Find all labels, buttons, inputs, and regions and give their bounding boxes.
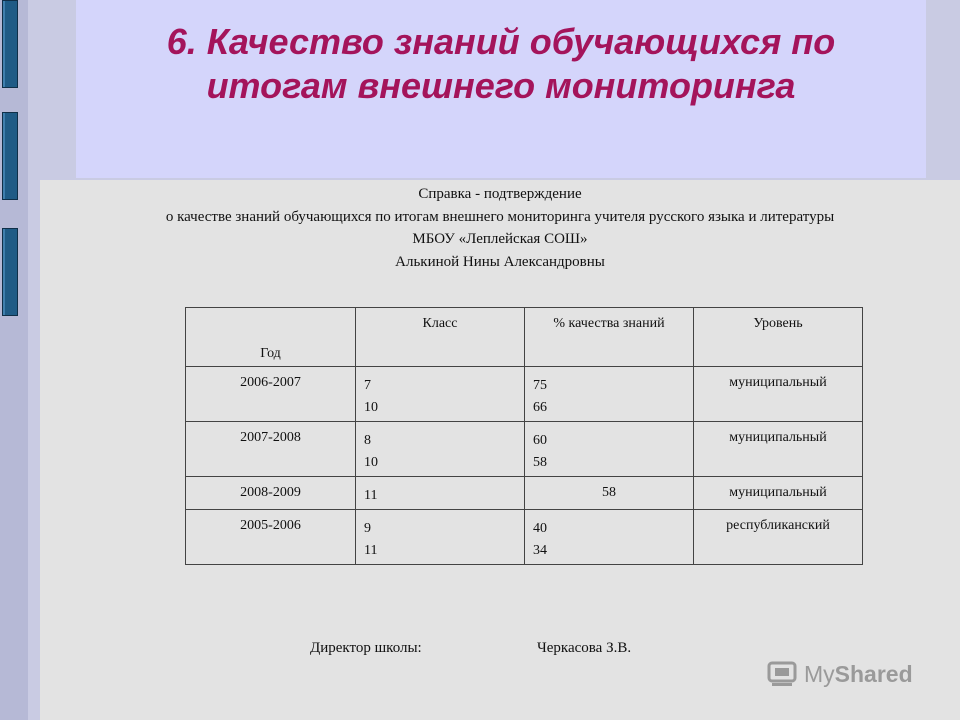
slide-title-line-1: 6. Качество знаний обучающихся по xyxy=(166,21,836,62)
cell-year: 2008-2009 xyxy=(186,477,356,510)
table-row xyxy=(186,422,863,477)
doc-heading-line: Алькиной Нины Александровны xyxy=(395,254,605,270)
cell-quality xyxy=(525,422,694,477)
cell-level: муниципальный xyxy=(694,422,863,477)
title-panel xyxy=(76,0,926,178)
cell-year: 2006-2007 xyxy=(186,367,356,422)
cell-class: 11 xyxy=(356,477,525,510)
cell-quality xyxy=(525,367,694,422)
header-year: Год xyxy=(186,308,356,367)
cell-level: муниципальный xyxy=(694,477,863,510)
doc-heading-line: о качестве знаний обучающихся по итогам внешнего мониторинга учителя русского языка и литературы xyxy=(165,209,835,225)
decor-bar-1 xyxy=(2,0,18,88)
quality-value: 60 xyxy=(533,433,547,448)
table-row xyxy=(186,510,863,565)
cell-year: 2007-2008 xyxy=(186,422,356,477)
wordmark-shared: Shared xyxy=(834,660,913,687)
cell-class xyxy=(356,422,525,477)
decor-bar-2 xyxy=(2,112,18,200)
slide-title xyxy=(76,20,926,108)
quality-value: 58 xyxy=(533,455,547,470)
signature-role: Директор школы: xyxy=(310,640,422,656)
left-decor-stripe xyxy=(0,0,28,720)
quality-value: 75 xyxy=(533,378,547,393)
table-row xyxy=(186,367,863,422)
class-value: 11 xyxy=(364,543,378,558)
quality-value: 66 xyxy=(533,400,547,415)
table-header-row xyxy=(186,308,863,367)
wordmark-my: My xyxy=(804,660,835,687)
signature-name: Черкасова З.В. xyxy=(537,640,632,656)
cell-class xyxy=(356,367,525,422)
myshared-logo-icon xyxy=(766,658,798,690)
header-class: Класс xyxy=(356,308,525,367)
doc-heading-line: Справка - подтверждение xyxy=(418,186,582,202)
cell-quality xyxy=(525,510,694,565)
class-value: 7 xyxy=(364,378,371,393)
cell-quality: 58 xyxy=(525,477,694,510)
slide-title-line-2: итогам внешнего мониторинга xyxy=(206,65,796,106)
monitoring-table xyxy=(185,307,863,565)
class-value: 9 xyxy=(364,521,371,536)
document-panel xyxy=(40,180,960,720)
cell-level: республиканский xyxy=(694,510,863,565)
table-row xyxy=(186,477,863,510)
header-quality: % качества знаний xyxy=(525,308,694,367)
myshared-watermark[interactable] xyxy=(766,654,926,694)
class-value: 10 xyxy=(364,455,378,470)
decor-bar-3 xyxy=(2,228,18,316)
myshared-wordmark xyxy=(804,661,913,688)
cell-year: 2005-2006 xyxy=(186,510,356,565)
class-value: 8 xyxy=(364,433,371,448)
class-value: 10 xyxy=(364,400,378,415)
cell-class xyxy=(356,510,525,565)
quality-value: 34 xyxy=(533,543,547,558)
quality-value: 40 xyxy=(533,521,547,536)
cell-level: муниципальный xyxy=(694,367,863,422)
header-level: Уровень xyxy=(694,308,863,367)
doc-heading-line: МБОУ «Леплейская СОШ» xyxy=(412,231,588,247)
